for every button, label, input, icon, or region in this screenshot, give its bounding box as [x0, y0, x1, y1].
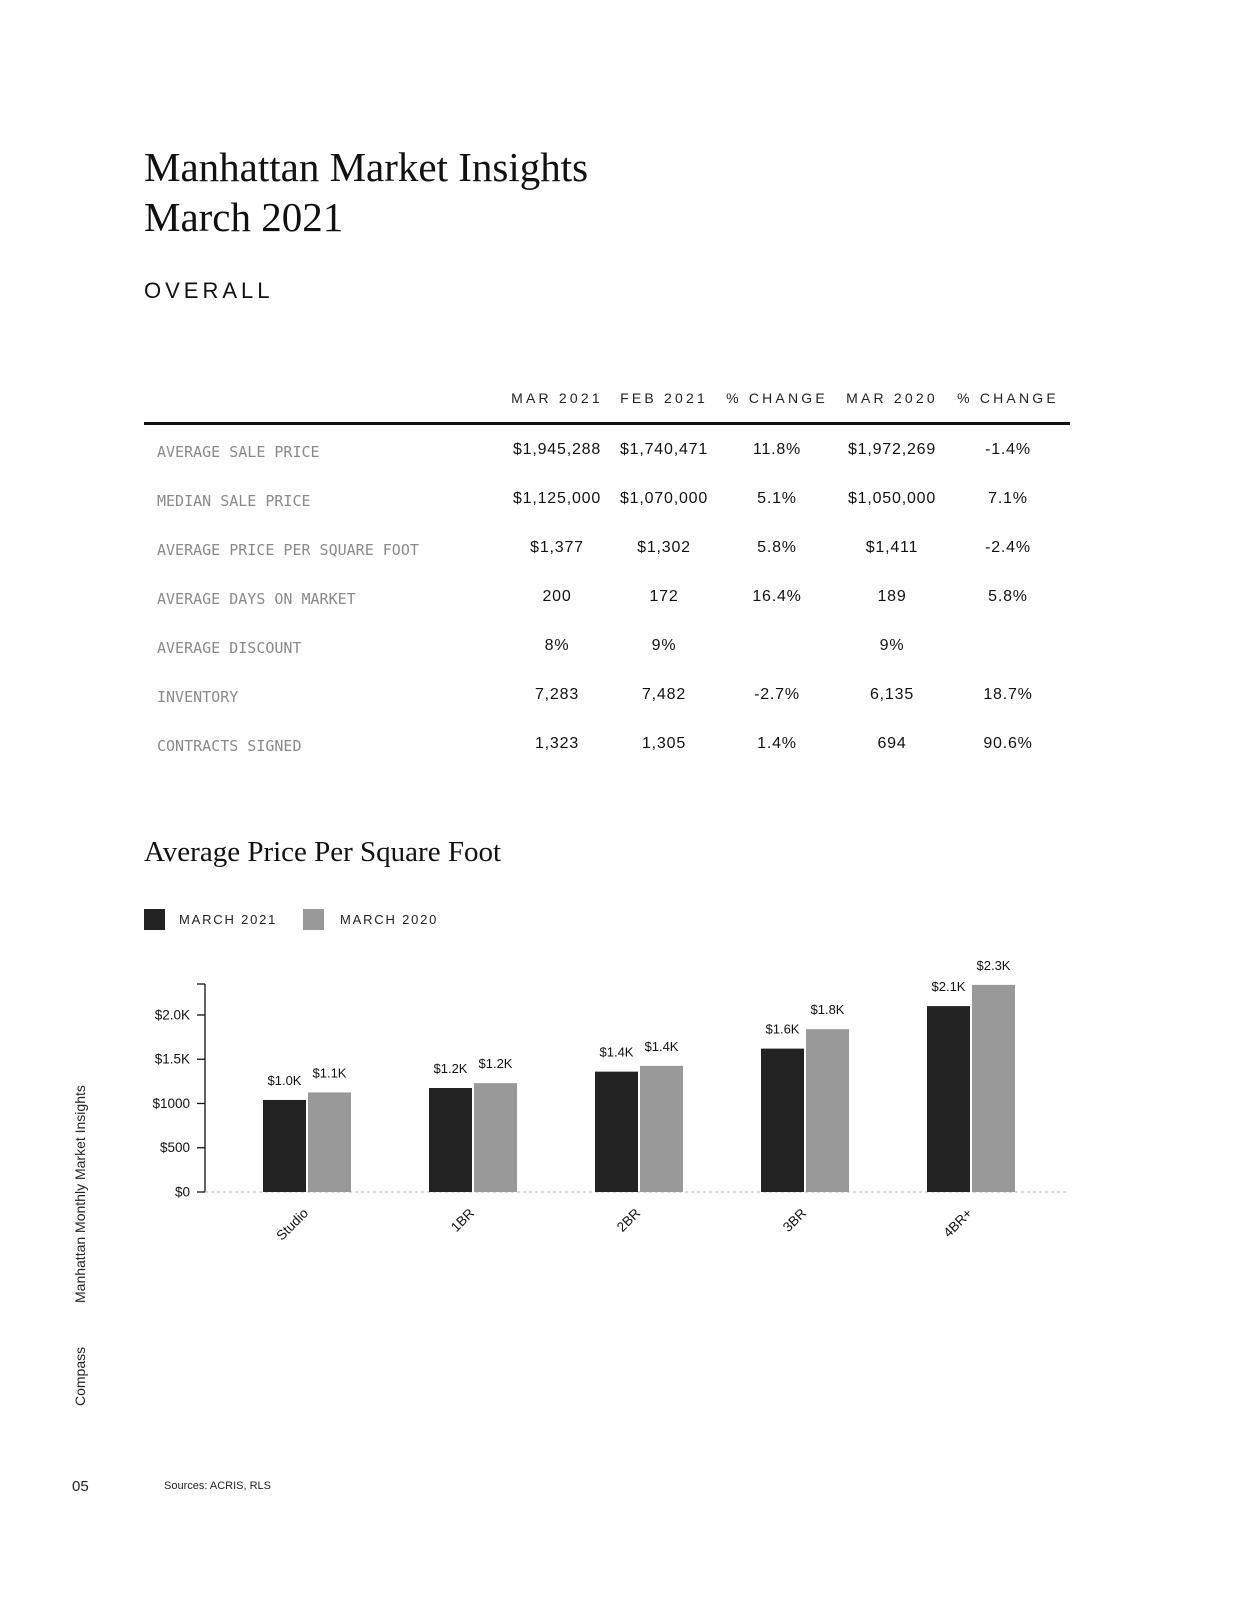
bar-march-2021 [927, 1006, 970, 1192]
row-label: INVENTORY [157, 688, 239, 706]
table-cell: $1,050,000 [847, 490, 937, 507]
bar-data-label: $2.3K [976, 957, 1011, 973]
table-cell: 9% [651, 637, 677, 654]
title-line-1: Manhattan Market Insights [144, 144, 589, 190]
bar-march-2021 [761, 1049, 804, 1192]
bar-march-2020 [806, 1029, 849, 1192]
legend-swatch-march-2021 [144, 909, 165, 930]
x-tick-label: 4BR+ [940, 1205, 976, 1241]
table-cell: $1,125,000 [512, 490, 602, 507]
bar-data-label: $1.4K [599, 1044, 634, 1060]
bar-march-2021 [263, 1100, 306, 1192]
row-label: AVERAGE PRICE PER SQUARE FOOT [157, 541, 419, 559]
table-cell: $1,740,471 [619, 441, 709, 458]
title-line-2: March 2021 [144, 194, 344, 240]
bar-march-2020 [640, 1066, 683, 1192]
y-tick-label: $500 [159, 1140, 190, 1156]
y-tick-label: $2.0K [154, 1007, 190, 1023]
table-cell: 1,323 [534, 735, 580, 752]
table-cell: 11.8% [752, 441, 802, 458]
table-cell: 5.8% [988, 588, 1028, 605]
table-cell: -1.4% [985, 441, 1031, 458]
col-header-change-2: % CHANGE [957, 390, 1059, 406]
bar-data-label: $1.2K [478, 1056, 513, 1072]
table-body [144, 425, 1070, 768]
table-cell: 189 [877, 588, 907, 605]
table-cell: 16.4% [752, 588, 802, 605]
table-cell: $1,945,288 [512, 441, 602, 458]
col-header-mar-2020: MAR 2020 [846, 390, 938, 406]
page-title [144, 142, 588, 242]
table-cell: 7.1% [988, 490, 1028, 507]
row-label: CONTRACTS SIGNED [157, 737, 302, 755]
table-row [144, 621, 1070, 670]
bar-data-label: $1.6K [765, 1021, 800, 1037]
overall-table [144, 384, 1070, 768]
section-heading: OVERALL [144, 278, 274, 303]
legend-label-march-2020: MARCH 2020 [340, 912, 439, 927]
x-tick-label: 3BR [779, 1205, 810, 1235]
table-cell: $1,972,269 [847, 441, 937, 458]
x-tick-label: 1BR [447, 1205, 478, 1235]
bar-data-label: $1.2K [433, 1061, 468, 1076]
table-cell: 172 [649, 588, 679, 605]
side-publication-label: Manhattan Monthly Market Insights [72, 1085, 88, 1303]
row-label: AVERAGE DISCOUNT [157, 639, 302, 657]
legend-label-march-2021: MARCH 2021 [179, 912, 278, 927]
sources-note: Sources: ACRIS, RLS [164, 1480, 271, 1492]
page-number: 05 [72, 1478, 89, 1495]
table-cell: 200 [542, 588, 572, 605]
y-tick-label: $0 [174, 1184, 190, 1200]
table-row [144, 572, 1070, 621]
table-cell: 5.1% [757, 490, 797, 507]
table-cell: $1,070,000 [619, 490, 709, 507]
table-cell: 5.8% [757, 539, 797, 556]
table-cell: $1,411 [865, 539, 919, 556]
row-label: AVERAGE DAYS ON MARKET [157, 590, 356, 608]
row-label: MEDIAN SALE PRICE [157, 492, 311, 510]
bar-march-2020 [474, 1083, 517, 1192]
chart-title: Average Price Per Square Foot [144, 836, 502, 868]
legend-swatch-march-2020 [303, 909, 324, 930]
table-cell: -2.7% [754, 686, 800, 703]
bar-march-2021 [595, 1072, 638, 1192]
x-tick-label: Studio [273, 1205, 312, 1244]
y-tick-label: $1000 [152, 1095, 190, 1111]
table-row [144, 425, 1070, 474]
table-cell: 694 [877, 735, 907, 752]
bar-data-label: $1.0K [267, 1072, 302, 1088]
table-row [144, 670, 1070, 719]
table-cell: 18.7% [983, 686, 1033, 703]
y-tick-label: $1.5K [154, 1051, 190, 1067]
bar-march-2021 [429, 1088, 472, 1192]
table-cell: 7,482 [641, 686, 687, 703]
col-header-feb-2021: FEB 2021 [620, 390, 708, 406]
table-cell: 7,283 [534, 686, 580, 703]
table-header [144, 384, 1070, 425]
bar-data-label: $2.1K [931, 979, 966, 995]
bar-march-2020 [308, 1092, 351, 1192]
table-cell: 6,135 [869, 686, 915, 703]
price-per-sqft-chart [0, 940, 1236, 1260]
bar-data-label: $1.8K [810, 1002, 845, 1018]
x-tick-label: 2BR [613, 1205, 644, 1235]
table-cell: $1,377 [530, 539, 584, 556]
table-cell: 90.6% [983, 735, 1033, 752]
bar-data-label: $1.4K [644, 1038, 679, 1054]
table-row [144, 523, 1070, 572]
table-row [144, 719, 1070, 768]
table-cell: 9% [879, 637, 905, 654]
table-cell: 8% [544, 637, 570, 654]
bar-march-2020 [972, 985, 1015, 1192]
table-cell: -2.4% [985, 539, 1031, 556]
bar-data-label: $1.1K [312, 1065, 347, 1081]
col-header-mar-2021: MAR 2021 [511, 390, 603, 406]
table-row [144, 474, 1070, 523]
row-label: AVERAGE SALE PRICE [157, 443, 320, 461]
table-cell: 1,305 [641, 735, 687, 752]
table-cell: 1.4% [757, 735, 797, 752]
col-header-change-1: % CHANGE [726, 390, 828, 406]
table-cell: $1,302 [637, 539, 691, 556]
side-brand-label: Compass [72, 1346, 88, 1406]
